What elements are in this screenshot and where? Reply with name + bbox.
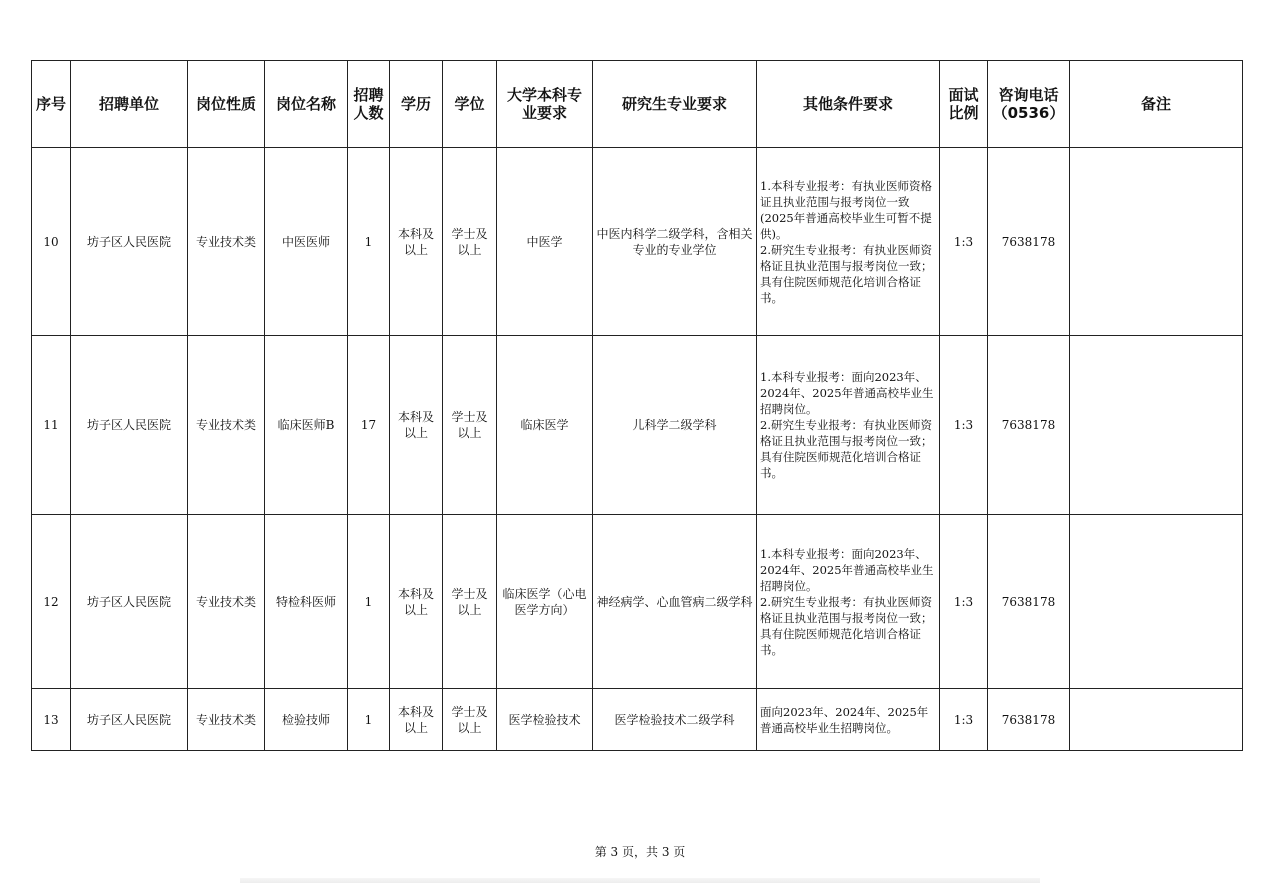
cell-grad-major: 儿科学二级学科	[593, 336, 757, 515]
header-row	[32, 61, 1243, 148]
condition-line: 面向2023年、2024年、2025年普通高校毕业生招聘岗位。	[760, 704, 929, 735]
header-grad-major: 研究生专业要求	[593, 61, 757, 148]
cell-phone: 7638178	[988, 689, 1070, 751]
cell-grad-major: 神经病学、心血管病二级学科	[593, 515, 757, 689]
cell-ratio: 1:3	[940, 148, 988, 336]
cell-remark	[1070, 148, 1243, 336]
cell-post-name: 临床医师B	[265, 336, 348, 515]
cell-count: 1	[348, 515, 390, 689]
header-education: 学历	[390, 61, 443, 148]
cell-unit: 坊子区人民医院	[71, 515, 188, 689]
header-count: 招聘人数	[348, 61, 390, 148]
cell-post-name: 特检科医师	[265, 515, 348, 689]
cell-post-type: 专业技术类	[188, 336, 265, 515]
cell-education: 本科及以上	[390, 689, 443, 751]
header-undergrad-major: 大学本科专业要求	[497, 61, 593, 148]
cell-education: 本科及以上	[390, 336, 443, 515]
cell-post-name: 中医医师	[265, 148, 348, 336]
cell-post-name: 检验技师	[265, 689, 348, 751]
condition-line: 1.本科专业报考：面向2023年、2024年、2025年普通高校毕业生招聘岗位。	[760, 370, 934, 416]
cell-unit: 坊子区人民医院	[71, 336, 188, 515]
cell-unit: 坊子区人民医院	[71, 148, 188, 336]
cell-remark	[1070, 689, 1243, 751]
header-remark: 备注	[1070, 61, 1243, 148]
cell-other	[757, 148, 940, 336]
cell-post-type: 专业技术类	[188, 148, 265, 336]
cell-seq: 12	[32, 515, 71, 689]
condition-line: 1.本科专业报考：有执业医师资格证且执业范围与报考岗位一致(2025年普通高校毕业生可暂不提供)。	[760, 178, 932, 241]
cell-remark	[1070, 515, 1243, 689]
recruitment-sheet	[31, 60, 1242, 751]
recruitment-table	[31, 60, 1243, 751]
condition-line: 2.研究生专业报考：有执业医师资格证且执业范围与报考岗位一致；具有住院医师规范化培训合格证书。	[760, 242, 933, 305]
table-row	[32, 689, 1243, 751]
cell-seq: 11	[32, 336, 71, 515]
cell-post-type: 专业技术类	[188, 689, 265, 751]
cell-undergrad-major: 医学检验技术	[497, 689, 593, 751]
cell-education: 本科及以上	[390, 148, 443, 336]
cell-education: 本科及以上	[390, 515, 443, 689]
cell-undergrad-major: 临床医学（心电医学方向）	[497, 515, 593, 689]
cell-ratio: 1:3	[940, 689, 988, 751]
cell-other	[757, 336, 940, 515]
header-ratio: 面试比例	[940, 61, 988, 148]
cell-grad-major: 医学检验技术二级学科	[593, 689, 757, 751]
condition-line: 2.研究生专业报考：有执业医师资格证且执业范围与报考岗位一致；具有住院医师规范化培训合格证书。	[760, 418, 933, 480]
cell-ratio: 1:3	[940, 336, 988, 515]
condition-line: 2.研究生专业报考：有执业医师资格证且执业范围与报考岗位一致；具有住院医师规范化培训合格证书。	[760, 594, 933, 657]
cell-seq: 10	[32, 148, 71, 336]
cell-undergrad-major: 临床医学	[497, 336, 593, 515]
cell-grad-major: 中医内科学二级学科，含相关专业的专业学位	[593, 148, 757, 336]
cell-degree: 学士及以上	[443, 148, 497, 336]
cell-phone: 7638178	[988, 336, 1070, 515]
cell-degree: 学士及以上	[443, 689, 497, 751]
cell-other	[757, 515, 940, 689]
cell-phone: 7638178	[988, 148, 1070, 336]
cell-other	[757, 689, 940, 751]
cell-degree: 学士及以上	[443, 336, 497, 515]
cell-seq: 13	[32, 689, 71, 751]
header-seq: 序号	[32, 61, 71, 148]
page-edge-shadow	[240, 878, 1040, 883]
header-phone: 咨询电话（0536）	[988, 61, 1070, 148]
page-number: 第 3 页，共 3 页	[594, 845, 686, 859]
header-other: 其他条件要求	[757, 61, 940, 148]
cell-post-type: 专业技术类	[188, 515, 265, 689]
cell-ratio: 1:3	[940, 515, 988, 689]
cell-count: 1	[348, 689, 390, 751]
header-post-type: 岗位性质	[188, 61, 265, 148]
condition-line: 1.本科专业报考：面向2023年、2024年、2025年普通高校毕业生招聘岗位。	[760, 546, 934, 593]
cell-count: 17	[348, 336, 390, 515]
table-row	[32, 515, 1243, 689]
header-post-name: 岗位名称	[265, 61, 348, 148]
cell-phone: 7638178	[988, 515, 1070, 689]
cell-undergrad-major: 中医学	[497, 148, 593, 336]
cell-remark	[1070, 336, 1243, 515]
cell-degree: 学士及以上	[443, 515, 497, 689]
cell-unit: 坊子区人民医院	[71, 689, 188, 751]
table-row	[32, 148, 1243, 336]
table-row	[32, 336, 1243, 515]
cell-count: 1	[348, 148, 390, 336]
header-unit: 招聘单位	[71, 61, 188, 148]
header-degree: 学位	[443, 61, 497, 148]
